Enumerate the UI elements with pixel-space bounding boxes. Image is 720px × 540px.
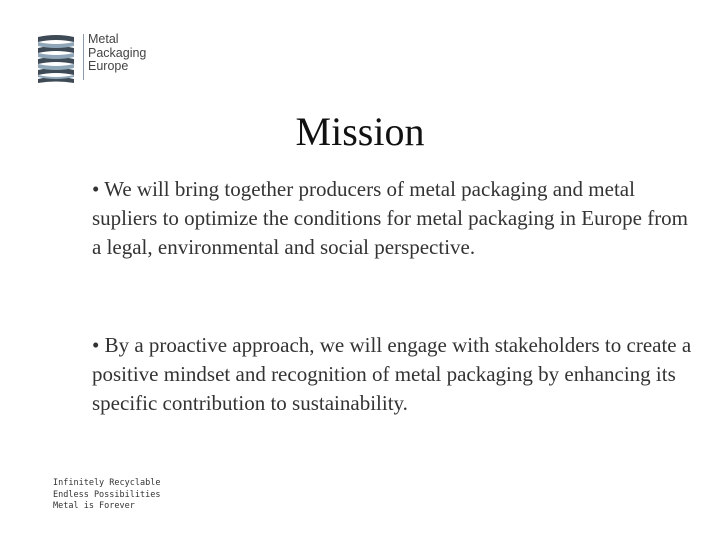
logo-divider: [83, 34, 84, 80]
tagline-line: Endless Possibilities: [53, 489, 161, 500]
mission-bullet-1: • We will bring together producers of metal packaging and metal supliers to optimize the conditions for metal packaging in Europe from a legal, environmental and social perspective.: [92, 177, 689, 259]
mission-bullet-2: • By a proactive approach, we will engage with stakeholders to create a positive mindset and recognition of metal packaging by enhancing its specific contribution to sustainability.: [92, 333, 692, 415]
slide-title: [0, 108, 720, 156]
logo-line: Europe: [88, 59, 129, 73]
logo-line: Packaging: [88, 45, 147, 60]
logo-line: Metal: [88, 32, 119, 46]
tagline: [53, 478, 160, 513]
tagline-line: Metal is Forever: [53, 501, 135, 511]
logo-wordmark: [88, 33, 146, 74]
tagline-line: Infinitely Recyclable: [53, 478, 161, 488]
metal-packaging-europe-logo-icon: [35, 33, 77, 85]
company-logo: [35, 33, 160, 88]
slide-title-text: Mission: [295, 109, 425, 154]
